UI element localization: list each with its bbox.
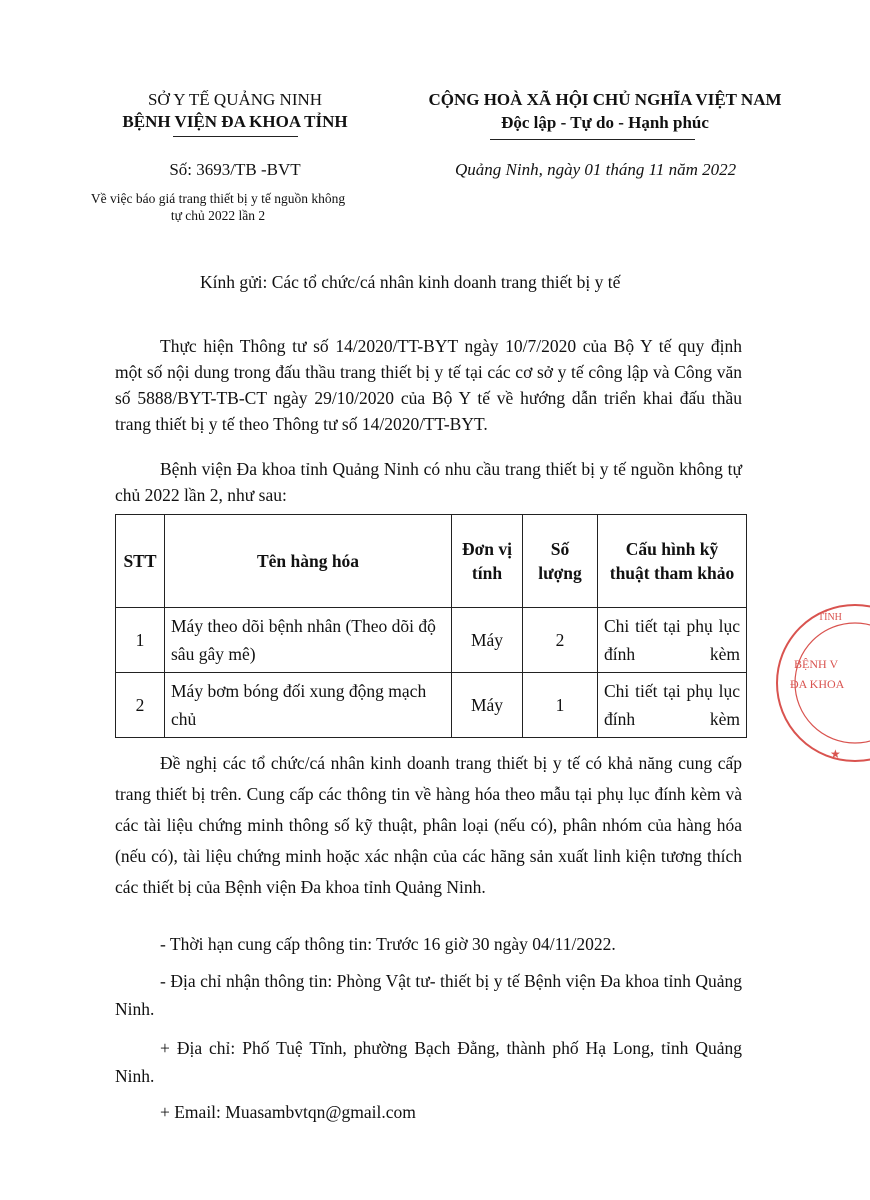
table-row [116, 608, 747, 673]
recipient-line: Kính gửi: Các tổ chức/cá nhân kinh doanh trang thiết bị y tế [200, 272, 621, 292]
receiver-line [115, 967, 742, 1023]
stamp-star-icon: ★ [830, 747, 841, 761]
address-text: + Địa chỉ: Phố Tuệ Tĩnh, phường Bạch Đằng, thành phố Hạ Long, tỉnh Quảng Ninh. [115, 1038, 742, 1086]
row-stt: 2 [116, 673, 165, 738]
table-row [116, 673, 747, 738]
header-divider-left [173, 136, 298, 137]
stamp-text-middle: BỆNH V [794, 657, 839, 671]
row-spec: Chi tiết tại phụ lục đính kèm [598, 608, 747, 673]
paragraph-request-text: Đề nghị các tổ chức/cá nhân kinh doanh trang thiết bị y tế có khả năng cung cấp trang thiết bị trên. Cung cấp các thông tin về hàng hóa theo mẫu tại phụ lục đính kèm và các tài liệu chứng minh thông số kỹ thuật, phân loại (nếu có), phân nhóm của hàng hóa (nếu có), tài liệu chứng minh hoặc xác nhận của các hãng sản xuất linh kiện tương thích các thiết bị của Bệnh viện Đa khoa tỉnh Quảng Ninh. [115, 753, 742, 897]
header-spec: Cấu hình kỹ thuật tham khảo [598, 515, 747, 608]
nation-title: CỘNG HOÀ XÃ HỘI CHỦ NGHĨA VIỆT NAM [428, 90, 782, 109]
row-spec: Chi tiết tại phụ lục đính kèm [598, 673, 747, 738]
subject-line-2: tự chủ 2022 lần 2 [170, 208, 266, 223]
stamp-text-top: TỈNH [818, 612, 842, 623]
deadline-text: - Thời hạn cung cấp thông tin: Trước 16 giờ 30 ngày 04/11/2022. [160, 934, 616, 954]
paragraph-legal-basis-text: Thực hiện Thông tư số 14/2020/TT-BYT ngày 10/7/2020 của Bộ Y tế quy định một số nội dung trong đấu thầu trang thiết bị y tế tại các cơ sở y tế công lập và Công văn số 5888/BYT-TB-CT ngày 29/10/2020 của Bộ Y tế về hướng dẫn triển khai đấu thầu trang thiết bị y tế theo Thông tư số 14/2020/TT-BYT. [115, 336, 742, 434]
agency-name: SỞ Y TẾ QUẢNG NINH [147, 90, 323, 109]
stamp-text-bottom: ĐA KHOA [790, 677, 845, 691]
row-name: Máy theo dõi bệnh nhân (Theo dõi độ sâu gây mê) [165, 608, 452, 673]
row-name: Máy bơm bóng đối xung động mạch chủ [165, 673, 452, 738]
header-qty: Số lượng [523, 515, 598, 608]
row-unit: Máy [452, 608, 523, 673]
subject-line-1: Về việc báo giá trang thiết bị y tế nguồn không [90, 191, 346, 206]
header-name: Tên hàng hóa [165, 515, 452, 608]
paragraph-legal-basis [115, 333, 742, 437]
address-line [115, 1034, 742, 1090]
hospital-name: BỆNH VIỆN ĐA KHOA TỈNH [122, 112, 348, 131]
document-number: Số: 3693/TB -BVT [169, 160, 301, 179]
header-unit: Đơn vị tính [452, 515, 523, 608]
paragraph-need-text: Bệnh viện Đa khoa tỉnh Quảng Ninh có nhu cầu trang thiết bị y tế nguồn không tự chủ 2022 lần 2, như sau: [115, 459, 742, 505]
email-line [115, 1098, 742, 1126]
motto: Độc lập - Tự do - Hạnh phúc [501, 113, 709, 132]
document-subject [68, 190, 368, 224]
paragraph-request [115, 748, 742, 903]
paragraph-need [115, 456, 742, 508]
deadline-line [115, 930, 742, 958]
row-stt: 1 [116, 608, 165, 673]
document-date: Quảng Ninh, ngày 01 tháng 11 năm 2022 [455, 160, 737, 179]
receiver-text: - Địa chỉ nhận thông tin: Phòng Vật tư- thiết bị y tế Bệnh viện Đa khoa tỉnh Quảng Ninh. [115, 971, 742, 1019]
email-text: + Email: Muasambvtqn@gmail.com [160, 1102, 416, 1122]
row-qty: 2 [523, 608, 598, 673]
row-qty: 1 [523, 673, 598, 738]
hospital-stamp [760, 598, 870, 768]
row-unit: Máy [452, 673, 523, 738]
header-divider-right [490, 139, 695, 140]
table-header-row [116, 515, 747, 608]
equipment-table [115, 514, 747, 738]
header-stt: STT [116, 515, 165, 608]
